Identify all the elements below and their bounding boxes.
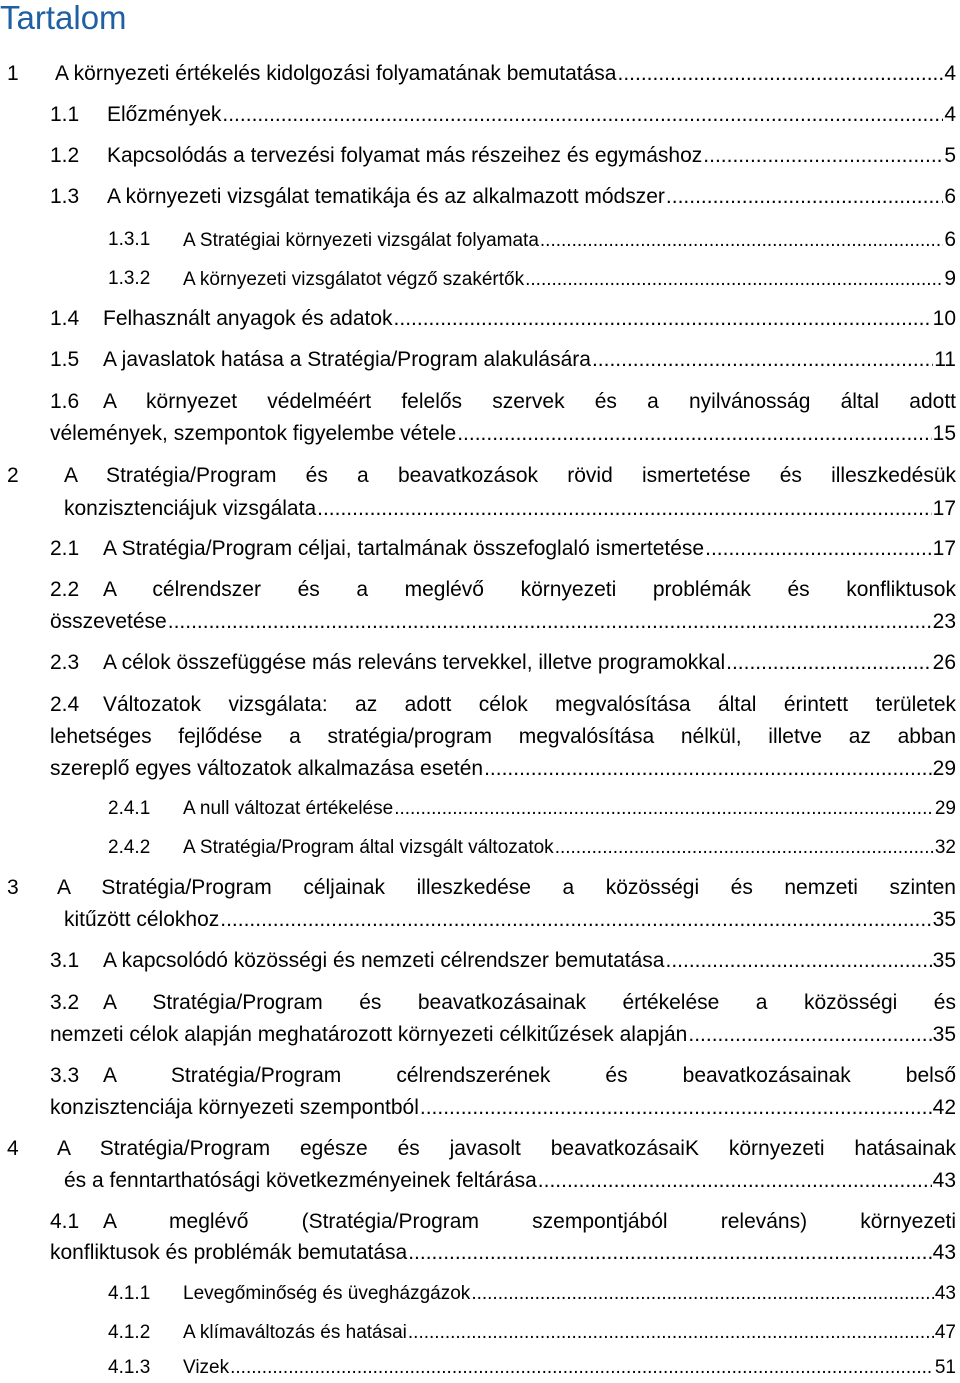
toc-leader — [592, 345, 933, 375]
toc-entry[interactable] — [0, 946, 956, 976]
toc-text: A környezeti vizsgálat tematikája és az alkalmazott módszer — [107, 185, 665, 208]
toc-text: Vizek — [183, 1357, 230, 1378]
toc-entry[interactable] — [0, 182, 956, 212]
toc-number: 1.3.2 — [108, 268, 151, 289]
toc-page: 11 — [934, 348, 956, 371]
toc-entry[interactable] — [0, 59, 956, 89]
toc-number: 1.2 — [50, 144, 80, 167]
toc-page: 29 — [932, 757, 956, 780]
toc-text: A Stratégia/Program céljai, tartalmának összefoglaló ismertetése — [103, 537, 705, 560]
toc-entry[interactable] — [0, 264, 956, 294]
toc-number: 2.4.2 — [108, 837, 151, 858]
toc-text: A környezeti vizsgálatot végző szakértők — [183, 269, 525, 290]
toc-leader — [538, 1166, 932, 1196]
toc-number: 2.1 — [50, 537, 80, 560]
toc-number: 1 — [7, 62, 19, 85]
toc-number: 1.5 — [50, 348, 80, 371]
toc-leader — [471, 1279, 934, 1309]
toc-leader — [230, 1353, 934, 1383]
toc-leader — [484, 754, 932, 784]
toc-page: 5 — [944, 144, 956, 167]
toc-leader — [222, 100, 943, 130]
toc-number: 4 — [7, 1137, 19, 1160]
toc-text: A Stratégiai környezeti vizsgálat folyamata — [183, 230, 539, 251]
toc-entry[interactable] — [0, 648, 956, 678]
toc-entry[interactable] — [0, 345, 956, 375]
toc-text: A kapcsolódó közösségi és nemzeti célrendszer bemutatása — [103, 949, 665, 972]
toc-entry[interactable] — [0, 387, 956, 451]
toc-number: 4.1.2 — [108, 1322, 151, 1343]
toc-leader — [408, 1318, 934, 1348]
toc-leader — [220, 905, 931, 935]
toc-leader — [408, 1238, 931, 1268]
toc-number: 1.4 — [50, 307, 80, 330]
toc-page: 15 — [932, 422, 956, 445]
toc-page: 17 — [932, 537, 956, 560]
toc-text: összevetése — [50, 610, 167, 633]
toc-entry[interactable] — [0, 534, 956, 564]
toc-entry[interactable] — [0, 141, 956, 171]
toc-leader — [525, 265, 943, 295]
toc-leader — [703, 141, 943, 171]
toc-entry[interactable] — [0, 833, 956, 863]
toc-leader — [317, 494, 932, 524]
toc-text: A klímaváltozás és hatásai — [183, 1322, 407, 1343]
toc-text: A környezet védelméért felelős szervek és a nyilvánosság által adott — [103, 390, 956, 413]
toc-number: 4.1.3 — [108, 1357, 151, 1378]
toc-leader — [617, 59, 943, 89]
toc-entry[interactable] — [0, 873, 956, 937]
toc-entry[interactable] — [0, 461, 956, 525]
toc-leader — [665, 946, 931, 976]
toc-number: 1.1 — [50, 103, 80, 126]
toc-entry[interactable] — [0, 988, 956, 1052]
toc-leader — [457, 419, 931, 449]
toc-text: Változatok vizsgálata: az adott célok megvalósítása által érintett területek — [103, 693, 956, 716]
toc-entry[interactable] — [0, 1207, 956, 1271]
toc-number: 4.1 — [50, 1210, 80, 1233]
toc-text: Felhasznált anyagok és adatok — [103, 307, 393, 330]
toc-leader — [705, 534, 932, 564]
toc-page: 23 — [932, 610, 956, 633]
toc-text: A környezeti értékelés kidolgozási folyamatának bemutatása — [55, 62, 617, 85]
toc-page: 35 — [932, 1023, 956, 1046]
toc-text: A Stratégia/Program és a beavatkozások rövid ismertetése és illeszkedésük — [64, 464, 956, 487]
toc-text: kitűzött célokhoz — [64, 908, 220, 931]
toc-entry[interactable] — [0, 1279, 956, 1309]
toc-text: A Stratégia/Program céljainak illeszkedése a közösségi és nemzeti szinten — [57, 876, 956, 899]
toc-text: vélemények, szempontok figyelembe vétele — [50, 422, 457, 445]
toc-page: 32 — [934, 837, 956, 858]
toc-text: konfliktusok és problémák bemutatása — [50, 1241, 408, 1264]
toc-entry[interactable] — [0, 1061, 956, 1125]
toc-page: 6 — [944, 228, 956, 251]
toc-number: 2.2 — [50, 578, 80, 601]
toc-page: 4 — [944, 103, 956, 126]
toc-entry[interactable] — [0, 1353, 956, 1383]
toc-number: 3.1 — [50, 949, 80, 972]
toc-number: 2 — [7, 464, 19, 487]
toc-number: 1.3.1 — [108, 229, 151, 250]
toc-text: Kapcsolódás a tervezési folyamat más részeihez és egymáshoz — [107, 144, 703, 167]
toc-text: A javaslatok hatása a Stratégia/Program alakulására — [103, 348, 591, 371]
toc-entry[interactable] — [0, 100, 956, 130]
toc-text: lehetséges fejlődése a stratégia/program megvalósítása nélkül, illetve az abban — [50, 725, 956, 748]
toc-page: 17 — [932, 497, 956, 520]
toc-text: Levegőminőség és üvegházgázok — [183, 1283, 471, 1304]
toc-leader — [555, 833, 934, 863]
toc-page: 10 — [932, 307, 956, 330]
toc-number: 2.4.1 — [108, 798, 151, 819]
toc-text: Előzmények — [107, 103, 222, 126]
toc-text: A null változat értékelése — [183, 798, 394, 819]
toc-text: A Stratégia/Program célrendszerének és beavatkozásainak belső — [103, 1064, 956, 1087]
toc-entry[interactable] — [0, 794, 956, 824]
toc-text: és a fenntarthatósági következményeinek feltárása — [64, 1169, 537, 1192]
toc-leader — [666, 182, 943, 212]
toc-entry[interactable] — [0, 690, 956, 786]
toc-entry[interactable] — [0, 225, 956, 255]
toc-text: konzisztenciája környezeti szempontból — [50, 1096, 419, 1119]
toc-text: nemzeti célok alapján meghatározott környezeti célkitűzések alapján — [50, 1023, 688, 1046]
toc-number: 3.2 — [50, 991, 80, 1014]
toc-text: szereplő egyes változatok alkalmazása esetén — [50, 757, 484, 780]
toc-page: 6 — [944, 185, 956, 208]
toc-text: A Stratégia/Program által vizsgált változatok — [183, 837, 554, 858]
toc-page: 43 — [932, 1169, 956, 1192]
toc-number: 3 — [7, 876, 19, 899]
toc-page: 4 — [944, 62, 956, 85]
toc-page: 47 — [934, 1322, 956, 1343]
toc-page: 35 — [932, 908, 956, 931]
toc-entry[interactable] — [0, 1318, 956, 1348]
toc-leader — [726, 648, 932, 678]
toc-page: 43 — [932, 1241, 956, 1264]
toc-number: 3.3 — [50, 1064, 80, 1087]
toc-number: 4.1.1 — [108, 1283, 151, 1304]
toc-page: 35 — [932, 949, 956, 972]
toc-leader — [420, 1093, 932, 1123]
toc-leader — [168, 607, 932, 637]
toc-number: 1.6 — [50, 390, 80, 413]
toc-leader — [540, 226, 943, 256]
toc-leader — [688, 1020, 931, 1050]
page-title: Tartalom — [0, 0, 127, 36]
toc-page: 51 — [934, 1357, 956, 1378]
toc-leader — [394, 794, 934, 824]
toc-text: konzisztenciájuk vizsgálata — [64, 497, 317, 520]
toc-number: 1.3 — [50, 185, 80, 208]
toc-entry[interactable] — [0, 575, 956, 639]
toc-page: 29 — [934, 798, 956, 819]
toc-text: A célok összefüggése más releváns tervekkel, illetve programokkal — [103, 651, 726, 674]
toc-leader — [394, 304, 932, 334]
toc-page: 42 — [932, 1096, 956, 1119]
toc-text: A Stratégia/Program egésze és javasolt beavatkozásaiK környezeti hatásainak — [57, 1137, 956, 1160]
toc-page: 26 — [932, 651, 956, 674]
toc-entry[interactable] — [0, 304, 956, 334]
toc-number: 2.4 — [50, 693, 80, 716]
toc-entry[interactable] — [0, 1134, 956, 1198]
toc-text: A meglévő (Stratégia/Program szempontjából releváns) környezeti — [103, 1210, 956, 1233]
toc-text: A célrendszer és a meglévő környezeti problémák és konfliktusok — [103, 578, 956, 601]
toc-text: A Stratégia/Program és beavatkozásainak értékelése a közösségi és — [103, 991, 956, 1014]
toc-page: 9 — [944, 267, 956, 290]
toc-page: 43 — [934, 1283, 956, 1304]
toc-number: 2.3 — [50, 651, 80, 674]
